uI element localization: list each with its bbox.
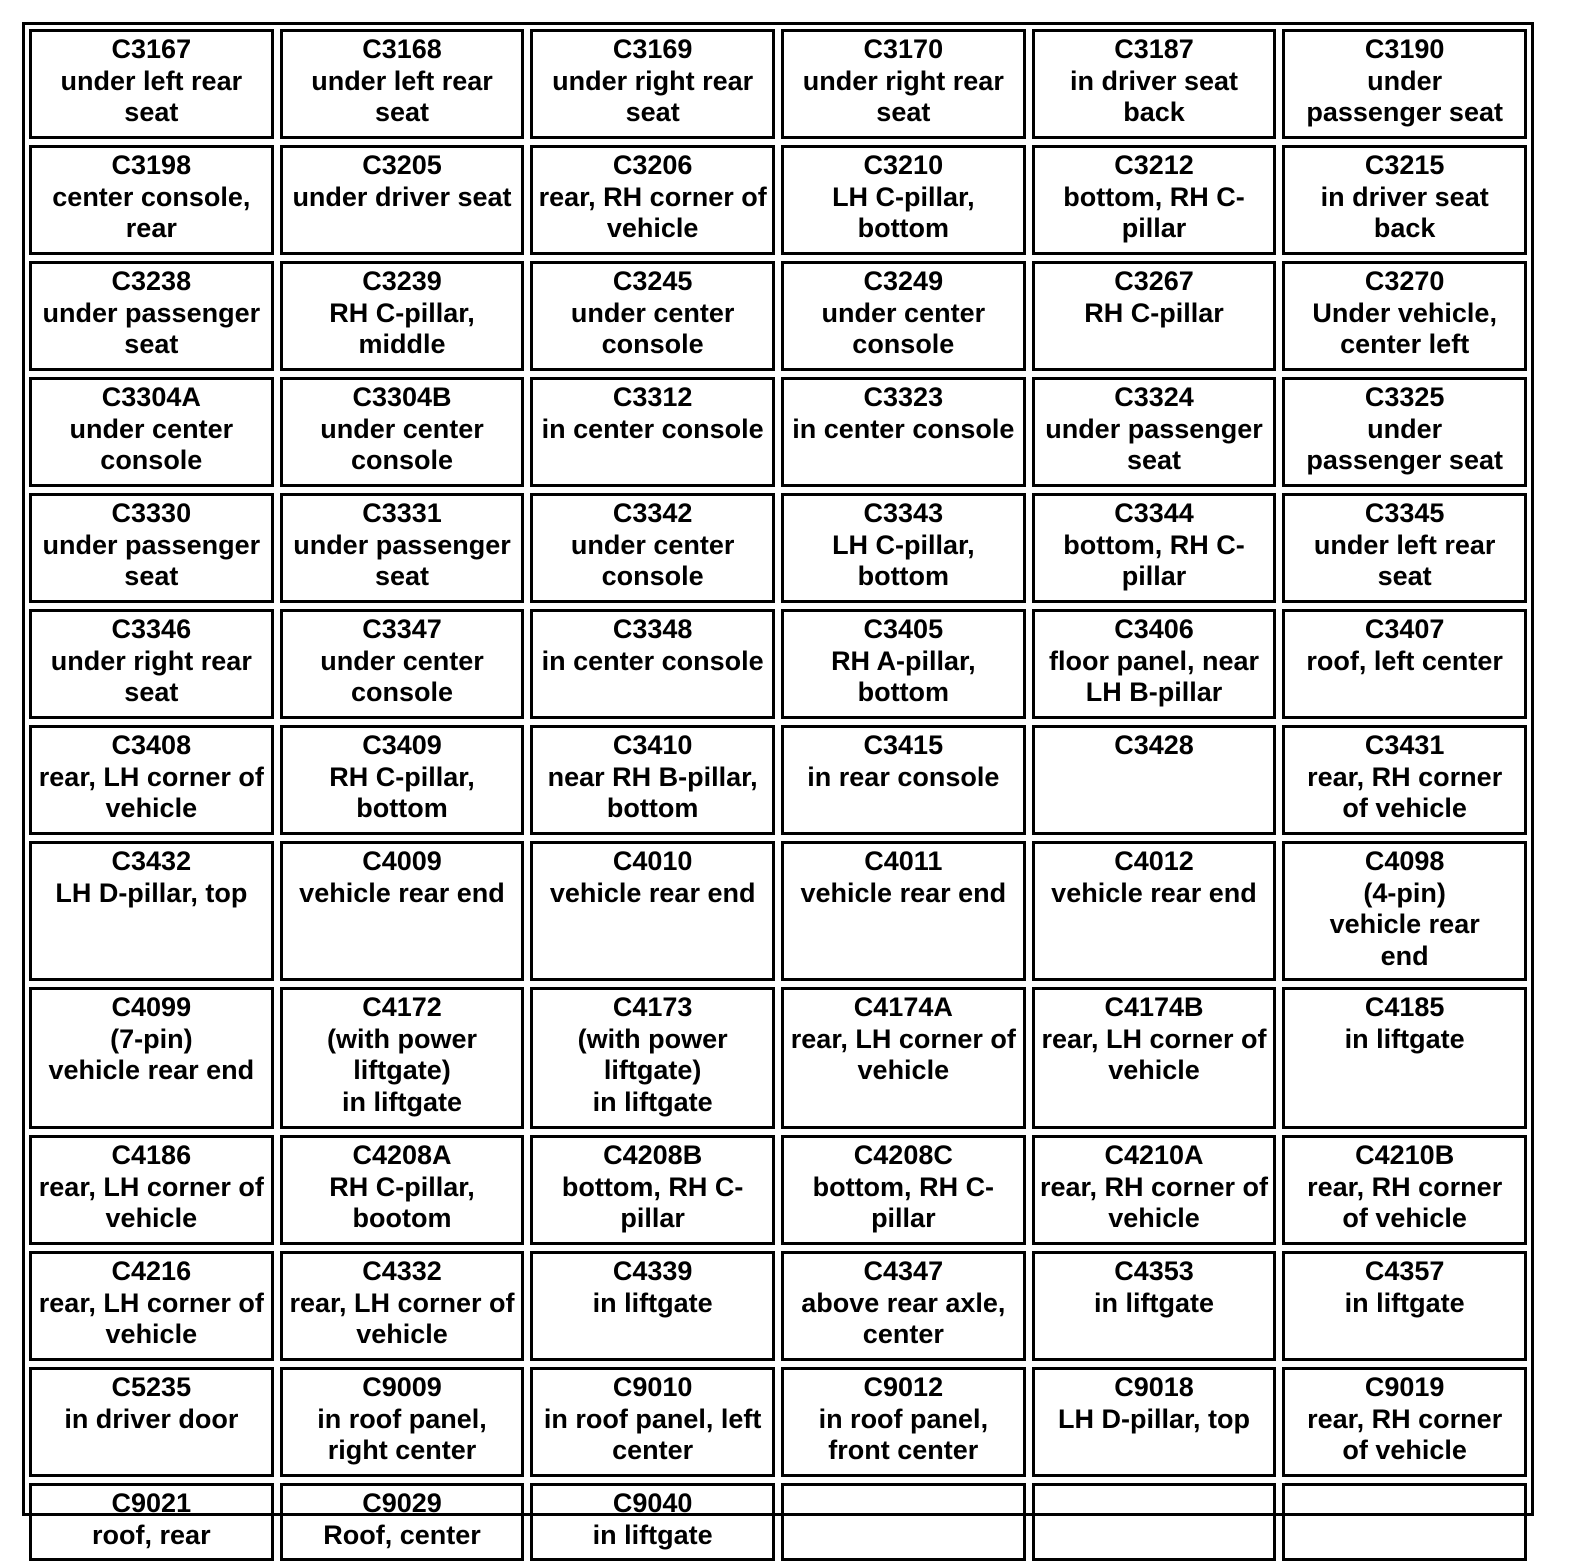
connector-code: C3210 bbox=[863, 150, 944, 180]
table-cell bbox=[280, 987, 525, 1129]
connector-location: rear, LH corner of vehicle bbox=[38, 1287, 264, 1349]
connector-location: near RH B-pillar, bottom bbox=[547, 761, 758, 823]
connector-location: under left rear seat bbox=[311, 65, 493, 127]
table-cell bbox=[530, 841, 775, 981]
table-cell bbox=[29, 609, 274, 719]
connector-location: rear, LH corner of vehicle bbox=[289, 1287, 515, 1349]
connector-code: C4174B bbox=[1104, 992, 1204, 1022]
connector-location: under left rear seat bbox=[1313, 529, 1496, 591]
connector-location: under right rear seat bbox=[802, 65, 1004, 127]
table-cell bbox=[280, 1483, 525, 1561]
connector-code: C3432 bbox=[111, 846, 192, 876]
table-cell bbox=[1032, 493, 1277, 603]
connector-location: bottom, RH C- pillar bbox=[1063, 529, 1245, 591]
connector-location: rear, RH corner of vehicle bbox=[1039, 1171, 1269, 1233]
connector-code: C3410 bbox=[612, 730, 693, 760]
connector-code: C3406 bbox=[1114, 614, 1194, 644]
table-cell bbox=[1282, 1367, 1527, 1477]
table-cell bbox=[280, 1135, 525, 1245]
connector-code: C3346 bbox=[111, 614, 192, 644]
connector-location: vehicle rear end bbox=[299, 877, 505, 908]
connector-code: C3167 bbox=[111, 34, 192, 64]
connector-code: C5235 bbox=[111, 1372, 192, 1402]
connector-code: C4357 bbox=[1364, 1256, 1445, 1286]
connector-code: C4339 bbox=[612, 1256, 693, 1286]
connector-location: in roof panel, right center bbox=[317, 1403, 487, 1465]
table-cell bbox=[781, 1135, 1026, 1245]
connector-location: vehicle rear end bbox=[1051, 877, 1257, 908]
connector-location: in driver seat back bbox=[1320, 181, 1489, 243]
table-cell bbox=[280, 725, 525, 835]
connector-code: C9012 bbox=[863, 1372, 944, 1402]
table-cell bbox=[530, 1251, 775, 1361]
table-cell bbox=[781, 725, 1026, 835]
connector-location: in liftgate bbox=[1344, 1287, 1465, 1318]
connector-location: bottom, RH C- pillar bbox=[561, 1171, 744, 1233]
table-cell bbox=[1282, 29, 1527, 139]
table-cell bbox=[280, 1251, 525, 1361]
connector-code: C3407 bbox=[1364, 614, 1445, 644]
table-cell bbox=[29, 261, 274, 371]
table-cell bbox=[1032, 1251, 1277, 1361]
connector-code: C3267 bbox=[1114, 266, 1194, 296]
table-cell bbox=[1032, 145, 1277, 255]
connector-location: rear, LH corner of vehicle bbox=[1041, 1023, 1267, 1085]
table-cell bbox=[530, 145, 775, 255]
table-cell bbox=[1282, 377, 1527, 487]
connector-location: floor panel, near LH B-pillar bbox=[1048, 645, 1260, 707]
connector-location: in liftgate bbox=[1344, 1023, 1465, 1054]
table-cell bbox=[530, 725, 775, 835]
table-cell bbox=[280, 145, 525, 255]
connector-location: under center console bbox=[320, 645, 484, 707]
connector-location: center console, rear bbox=[52, 181, 251, 243]
table-cell bbox=[781, 145, 1026, 255]
table-cell bbox=[1032, 987, 1277, 1129]
table-cell bbox=[29, 841, 274, 981]
connector-location: under center console bbox=[570, 529, 735, 591]
connector-location: RH C-pillar bbox=[1084, 297, 1224, 328]
connector-code: C3212 bbox=[1114, 150, 1194, 180]
connector-location: under passenger seat bbox=[293, 529, 511, 591]
table-cell bbox=[280, 261, 525, 371]
connector-location: Roof, center bbox=[323, 1519, 481, 1550]
connector-code: C4210B bbox=[1355, 1140, 1455, 1170]
connector-location: rear, LH corner of vehicle bbox=[790, 1023, 1016, 1085]
connector-code: C4098 bbox=[1364, 846, 1445, 876]
connector-code: C3239 bbox=[362, 266, 442, 296]
connector-location: under center console bbox=[570, 297, 735, 359]
connector-location: under left rear seat bbox=[60, 65, 243, 127]
table-cell bbox=[1282, 1251, 1527, 1361]
connector-code: C3170 bbox=[863, 34, 944, 64]
connector-code: C9040 bbox=[612, 1488, 693, 1518]
connector-code: C4347 bbox=[863, 1256, 944, 1286]
connector-location: bottom, RH C- pillar bbox=[812, 1171, 995, 1233]
table-cell bbox=[280, 377, 525, 487]
table-cell bbox=[1282, 1483, 1527, 1561]
connector-code: C3330 bbox=[111, 498, 192, 528]
connector-location: under passenger seat bbox=[42, 297, 261, 359]
connector-location: (4-pin) vehicle rear end bbox=[1329, 877, 1480, 971]
table-cell bbox=[781, 609, 1026, 719]
connector-location: in driver door bbox=[64, 1403, 239, 1434]
table-cell bbox=[781, 377, 1026, 487]
connector-location: (with power liftgate) in liftgate bbox=[577, 1023, 728, 1117]
table-cell bbox=[1282, 609, 1527, 719]
connector-location: LH D-pillar, top bbox=[55, 877, 248, 908]
table-cell bbox=[530, 609, 775, 719]
connector-code: C3215 bbox=[1364, 150, 1445, 180]
table-cell bbox=[1282, 725, 1527, 835]
table-cell bbox=[29, 1367, 274, 1477]
table-cell bbox=[1282, 987, 1527, 1129]
connector-location: roof, rear bbox=[92, 1519, 211, 1550]
connector-code: C3325 bbox=[1364, 382, 1445, 412]
connector-location: in center console bbox=[541, 413, 764, 444]
connector-code: C3187 bbox=[1114, 34, 1194, 64]
table-cell bbox=[29, 1483, 274, 1561]
connector-location: under center console bbox=[821, 297, 986, 359]
table-cell bbox=[781, 1251, 1026, 1361]
connector-code: C4353 bbox=[1114, 1256, 1194, 1286]
table-cell bbox=[280, 609, 525, 719]
connector-location: under passenger seat bbox=[1306, 65, 1503, 127]
connector-location: in liftgate bbox=[1093, 1287, 1214, 1318]
connector-code: C3345 bbox=[1364, 498, 1445, 528]
connector-location: in liftgate bbox=[592, 1287, 713, 1318]
table-cell bbox=[29, 29, 274, 139]
connector-code: C4012 bbox=[1114, 846, 1194, 876]
table-cell bbox=[29, 493, 274, 603]
table-cell bbox=[530, 1135, 775, 1245]
connector-location: under passenger seat bbox=[1045, 413, 1263, 475]
connector-code: C4208B bbox=[603, 1140, 703, 1170]
connector-code: C4208C bbox=[853, 1140, 953, 1170]
connector-code: C4172 bbox=[362, 992, 442, 1022]
connector-location: vehicle rear end bbox=[549, 877, 756, 908]
connector-location: RH C-pillar, middle bbox=[329, 297, 475, 359]
connector-code: C3342 bbox=[612, 498, 693, 528]
connector-location: under center console bbox=[69, 413, 234, 475]
connector-code: C3344 bbox=[1114, 498, 1194, 528]
table-cell bbox=[1032, 725, 1277, 835]
connector-location: LH C-pillar, bottom bbox=[832, 529, 975, 591]
table-cell bbox=[1282, 841, 1527, 981]
connector-location: rear, LH corner of vehicle bbox=[38, 761, 264, 823]
table-cell bbox=[280, 493, 525, 603]
connector-location: under right rear seat bbox=[552, 65, 754, 127]
connector-code: C4010 bbox=[612, 846, 693, 876]
table-cell bbox=[530, 377, 775, 487]
table-cell bbox=[530, 1367, 775, 1477]
connector-location: roof, left center bbox=[1306, 645, 1503, 676]
connector-code: C3249 bbox=[863, 266, 944, 296]
connector-code: C4186 bbox=[111, 1140, 192, 1170]
connector-code: C4009 bbox=[362, 846, 442, 876]
connector-location: in rear console bbox=[807, 761, 1000, 792]
table-cell bbox=[1032, 377, 1277, 487]
connector-location: (with power liftgate) in liftgate bbox=[326, 1023, 477, 1117]
connector-location: under center console bbox=[320, 413, 484, 475]
connector-location: rear, RH corner of vehicle bbox=[1307, 1171, 1503, 1233]
connector-code: C3428 bbox=[1114, 730, 1194, 760]
table-cell bbox=[530, 1483, 775, 1561]
connector-location: under passenger seat bbox=[1306, 413, 1503, 475]
table-cell bbox=[781, 493, 1026, 603]
connector-code: C4332 bbox=[362, 1256, 442, 1286]
connector-code: C3343 bbox=[863, 498, 944, 528]
connector-location: vehicle rear end bbox=[800, 877, 1007, 908]
connector-code: C3312 bbox=[612, 382, 693, 412]
connector-code: C4185 bbox=[1364, 992, 1445, 1022]
connector-code: C9021 bbox=[111, 1488, 192, 1518]
connector-code: C3415 bbox=[863, 730, 944, 760]
connector-code: C3323 bbox=[863, 382, 944, 412]
connector-location: Under vehicle, center left bbox=[1312, 297, 1497, 359]
connector-location: (7-pin) vehicle rear end bbox=[48, 1023, 255, 1085]
connector-code: C3245 bbox=[612, 266, 693, 296]
connector-code: C4174A bbox=[853, 992, 953, 1022]
connector-code: C3409 bbox=[362, 730, 442, 760]
connector-code: C3347 bbox=[362, 614, 442, 644]
connector-location: RH A-pillar, bottom bbox=[831, 645, 976, 707]
connector-code: C3205 bbox=[362, 150, 442, 180]
table-cell bbox=[1282, 493, 1527, 603]
connector-location: under driver seat bbox=[292, 181, 512, 212]
connector-location: LH D-pillar, top bbox=[1057, 1403, 1250, 1434]
table-cell bbox=[280, 1367, 525, 1477]
table-cell bbox=[1032, 261, 1277, 371]
connector-location: bottom, RH C- pillar bbox=[1063, 181, 1245, 243]
table-cell bbox=[1032, 1135, 1277, 1245]
connector-code: C3405 bbox=[863, 614, 944, 644]
connector-code: C9029 bbox=[362, 1488, 442, 1518]
connector-location: rear, LH corner of vehicle bbox=[38, 1171, 264, 1233]
connector-code: C3304B bbox=[352, 382, 452, 412]
connector-code: C3408 bbox=[111, 730, 192, 760]
connector-code: C3169 bbox=[612, 34, 693, 64]
table-cell bbox=[781, 261, 1026, 371]
connector-code: C9018 bbox=[1114, 1372, 1194, 1402]
connector-code: C4173 bbox=[612, 992, 693, 1022]
table-cell bbox=[29, 1135, 274, 1245]
connector-location: in roof panel, left center bbox=[543, 1403, 762, 1465]
connector-code: C3431 bbox=[1364, 730, 1445, 760]
table-cell bbox=[1032, 1367, 1277, 1477]
connector-location: rear, RH corner of vehicle bbox=[538, 181, 767, 243]
table-cell bbox=[29, 145, 274, 255]
connector-code: C4099 bbox=[111, 992, 192, 1022]
connector-location: RH C-pillar, bottom bbox=[329, 761, 475, 823]
connector-code: C3270 bbox=[1364, 266, 1445, 296]
table-cell bbox=[1282, 1135, 1527, 1245]
connector-code: C3331 bbox=[362, 498, 442, 528]
table-cell bbox=[1032, 609, 1277, 719]
table-cell bbox=[530, 987, 775, 1129]
table-cell bbox=[29, 377, 274, 487]
connector-code: C4210A bbox=[1104, 1140, 1204, 1170]
connector-location: under right rear seat bbox=[50, 645, 252, 707]
table-cell bbox=[781, 1483, 1026, 1561]
table-cell bbox=[781, 841, 1026, 981]
table-cell bbox=[1032, 1483, 1277, 1561]
connector-code: C9010 bbox=[612, 1372, 693, 1402]
connector-code: C9009 bbox=[362, 1372, 442, 1402]
connector-code: C3324 bbox=[1114, 382, 1194, 412]
connector-location: LH C-pillar, bottom bbox=[832, 181, 975, 243]
connector-location: in roof panel, front center bbox=[818, 1403, 989, 1465]
connector-code: C3190 bbox=[1364, 34, 1445, 64]
connector-code: C4208A bbox=[352, 1140, 452, 1170]
connector-code: C9019 bbox=[1364, 1372, 1445, 1402]
table-cell bbox=[280, 841, 525, 981]
table-cell bbox=[1032, 841, 1277, 981]
table-cell bbox=[1282, 261, 1527, 371]
table-cell bbox=[781, 29, 1026, 139]
connector-code: C4216 bbox=[111, 1256, 192, 1286]
table-cell bbox=[29, 987, 274, 1129]
table-cell bbox=[530, 29, 775, 139]
connector-code: C4011 bbox=[864, 846, 943, 876]
connector-location-table bbox=[22, 22, 1534, 1550]
connector-location: in driver seat back bbox=[1069, 65, 1239, 127]
table-cell bbox=[1032, 29, 1277, 139]
table-cell bbox=[1282, 145, 1527, 255]
connector-location: in center console bbox=[541, 645, 764, 676]
table-cell bbox=[280, 29, 525, 139]
connector-code: C3348 bbox=[612, 614, 693, 644]
table-cell bbox=[781, 1367, 1026, 1477]
connector-location: under passenger seat bbox=[42, 529, 261, 591]
table-cell bbox=[530, 261, 775, 371]
connector-location: above rear axle, center bbox=[801, 1287, 1006, 1349]
connector-location: rear, RH corner of vehicle bbox=[1307, 1403, 1503, 1465]
table-cell bbox=[530, 493, 775, 603]
connector-location: in center console bbox=[792, 413, 1015, 444]
connector-code: C3238 bbox=[111, 266, 192, 296]
connector-location: rear, RH corner of vehicle bbox=[1307, 761, 1503, 823]
table-cell bbox=[29, 725, 274, 835]
connector-code: C3206 bbox=[612, 150, 693, 180]
connector-code: C3304A bbox=[101, 382, 201, 412]
connector-location: in liftgate bbox=[592, 1519, 713, 1550]
table-cell bbox=[781, 987, 1026, 1129]
connector-location: RH C-pillar, bootom bbox=[329, 1171, 475, 1233]
table-cell bbox=[29, 1251, 274, 1361]
connector-code: C3168 bbox=[362, 34, 442, 64]
connector-code: C3198 bbox=[111, 150, 192, 180]
